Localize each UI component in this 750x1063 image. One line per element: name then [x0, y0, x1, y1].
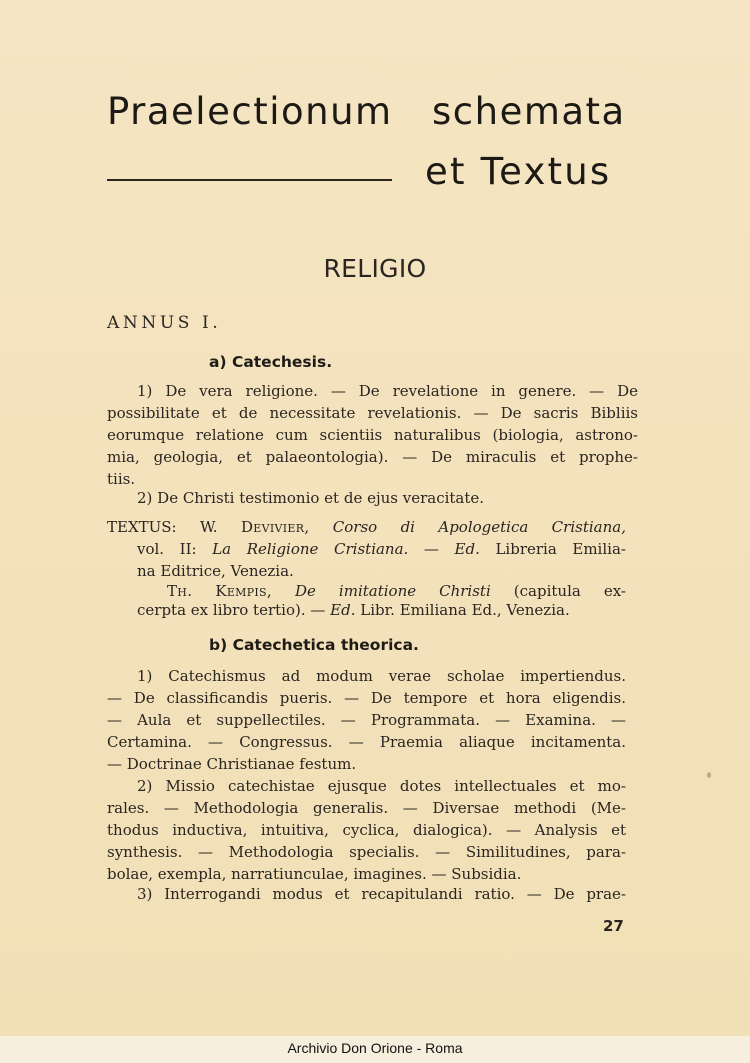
text-line: 1) Catechismus ad modum verae scholae impertiendus. — [137, 667, 626, 685]
work-title: De imitatione Christi — [295, 582, 491, 600]
textus-line-5: cerpta ex libro tertio). — Ed. Libr. Emiliana Ed., Venezia. — [137, 601, 570, 619]
text-line: 3) Interrogandi modus et recapitulandi ratio. — De prae- — [137, 885, 626, 903]
text-line: eorumque relatione cum scientiis naturalibus (biologia, astrono- — [107, 426, 638, 444]
work-title: La Religione Cristiana. — [212, 540, 409, 558]
textus-line-3: na Editrice, Venezia. — [137, 562, 294, 580]
author-name: Kempis, — [215, 582, 272, 600]
page-title-line1-b: schemata — [432, 90, 626, 133]
textus-line-4: Th. Kempis, De imitatione Christi (capitula ex- — [167, 582, 626, 600]
text-line: 2) Missio catechistae ejusque dotes intellectuales et mo- — [137, 777, 626, 795]
publisher: Libr. Emiliana Ed., Venezia. — [360, 601, 570, 619]
text-line: bolae, exempla, narratiunculae, imagines. — Subsidia. — [107, 865, 522, 883]
author-name: Devivier, — [240, 518, 310, 536]
page-number: 27 — [603, 917, 624, 935]
text-line: Certamina. — Congressus. — Praemia aliaque incitamenta. — [107, 733, 626, 751]
textus-line-1: TEXTUS: W. Devivier, Corso di Apologetica Cristiana, — [107, 518, 626, 536]
work-title: Corso di Apologetica Cristiana, — [332, 518, 626, 536]
publisher: Libreria Emilia- — [495, 540, 626, 558]
text-line: rales. — Methodologia generalis. — Diversae methodi (Me- — [107, 799, 626, 817]
text-line: — Aula et suppellectiles. — Programmata. — Examina. — — [107, 711, 626, 729]
paper-speck — [707, 772, 711, 778]
text-line: tiis. — [107, 470, 136, 488]
page-title-line2: et Textus — [425, 150, 612, 193]
text-line: — Doctrinae Christianae festum. — [107, 755, 357, 773]
text-line: 2) De Christi testimonio et de ejus veracitate. — [137, 489, 485, 507]
text-line: mia, geologia, et palaeontologia). — De miraculis et prophe- — [107, 448, 638, 466]
section-title: RELIGIO — [323, 254, 427, 283]
title-rule — [107, 179, 392, 181]
year-heading: ANNUS I. — [107, 313, 222, 333]
text-line: 1) De vera religione. — De revelatione in genere. — De — [137, 382, 638, 400]
text-line: synthesis. — Methodologia specialis. — Similitudines, para- — [107, 843, 626, 861]
subheading-catechetica: b) Catechetica theorica. — [209, 636, 419, 654]
textus-line-2: vol. II: La Religione Cristiana. — Ed. Libreria Emilia- — [137, 540, 626, 558]
subheading-catechesis: a) Catechesis. — [209, 353, 333, 371]
textus-label: TEXTUS: — [107, 518, 177, 536]
page-title-line1-a: Praelectionum — [107, 90, 393, 133]
text-line: thodus inductiva, intuitiva, cyclica, dialogica). — Analysis et — [107, 821, 626, 839]
text-line: possibilitate et de necessitate revelationis. — De sacris Bibliis — [107, 404, 638, 422]
archive-caption: Archivio Don Orione - Roma — [287, 1040, 463, 1056]
text-line: — De classificandis pueris. — De tempore et hora eligendis. — [107, 689, 626, 707]
